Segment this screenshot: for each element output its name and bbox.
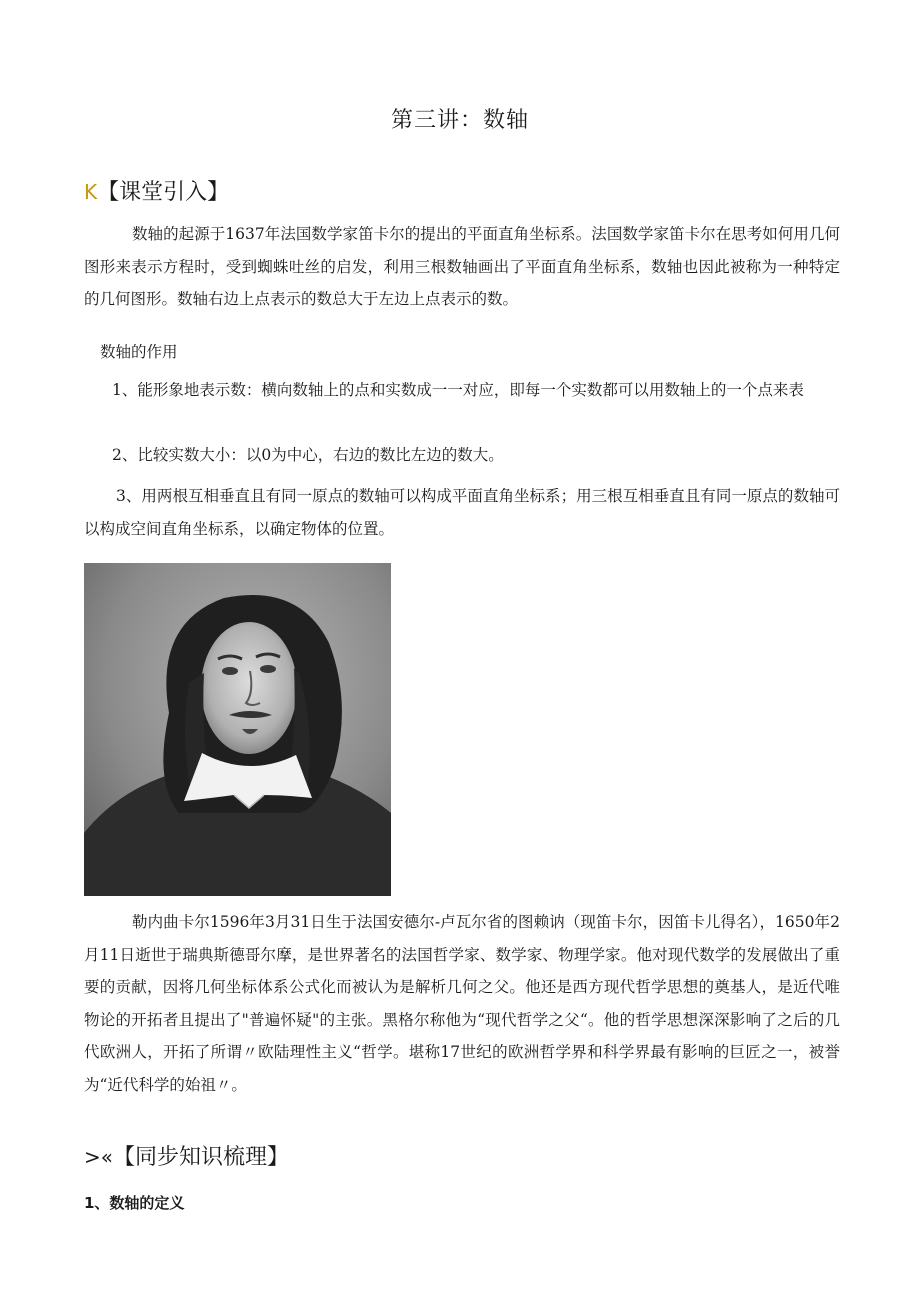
section-heading-intro: [84, 177, 229, 208]
definition-heading: 1、数轴的定义: [84, 1194, 185, 1212]
role-item-2: 2、比较实数大小：以0为中心，右边的数比左边的数大。: [112, 446, 504, 464]
section-marker: >«: [84, 1145, 113, 1169]
role-item-3: 3、用两根互相垂直且有同一原点的数轴可以构成平面直角坐标系；用三根互相垂直且有同一原点的数轴可以构成空间直角坐标系，以确定物体的位置。: [84, 487, 840, 538]
intro-paragraph: 数轴的起源于1637年法国数学家笛卡尔的提出的平面直角坐标系。法国数学家笛卡尔在思考如何用几何图形来表示方程时，受到蜘蛛吐丝的启发，利用三根数轴画出了平面直角坐标系，数轴也因此被称为一种特定的几何图形。数轴右边上点表示的数总大于左边上点表示的数。: [84, 225, 840, 308]
biography-paragraph: 勒内曲卡尔1596年3月31日生于法国安德尔-卢瓦尔省的图赖讷（现笛卡尔，因笛卡儿得名），1650年2月11日逝世于瑞典斯德哥尔摩，是世界著名的法国哲学家、数学家、物理学家。他对现代数学的发展做出了重要的贡献，因将几何坐标体系公式化而被认为是解析几何之父。他还是西方现代哲学思想的奠基人，是近代唯物论的开拓者且提出了"普遍怀疑"的主张。黑格尔称他为“现代哲学之父“。他的哲学思想深深影响了之后的几代欧洲人，开拓了所谓〃欧陆理性主义“哲学。堪称17世纪的欧洲哲学界和科学界最有影响的巨匠之一，被誉为“近代科学的始祖〃。: [84, 913, 840, 1094]
page-title: 第三讲：数轴: [390, 108, 529, 133]
role-item-1: 1、能形象地表示数：横向数轴上的点和实数成一一对应，即每一个实数都可以用数轴上的一个点来表: [112, 381, 804, 399]
section-marker: K: [84, 180, 98, 204]
roles-heading: 数轴的作用: [100, 343, 178, 361]
section-heading-text: 【同步知识梳理】: [113, 1145, 290, 1170]
section-heading-knowledge: [84, 1142, 289, 1173]
portrait-image: [84, 563, 391, 896]
section-heading-text: 【课堂引入】: [97, 180, 230, 205]
portrait-engraving-icon: [84, 563, 391, 896]
